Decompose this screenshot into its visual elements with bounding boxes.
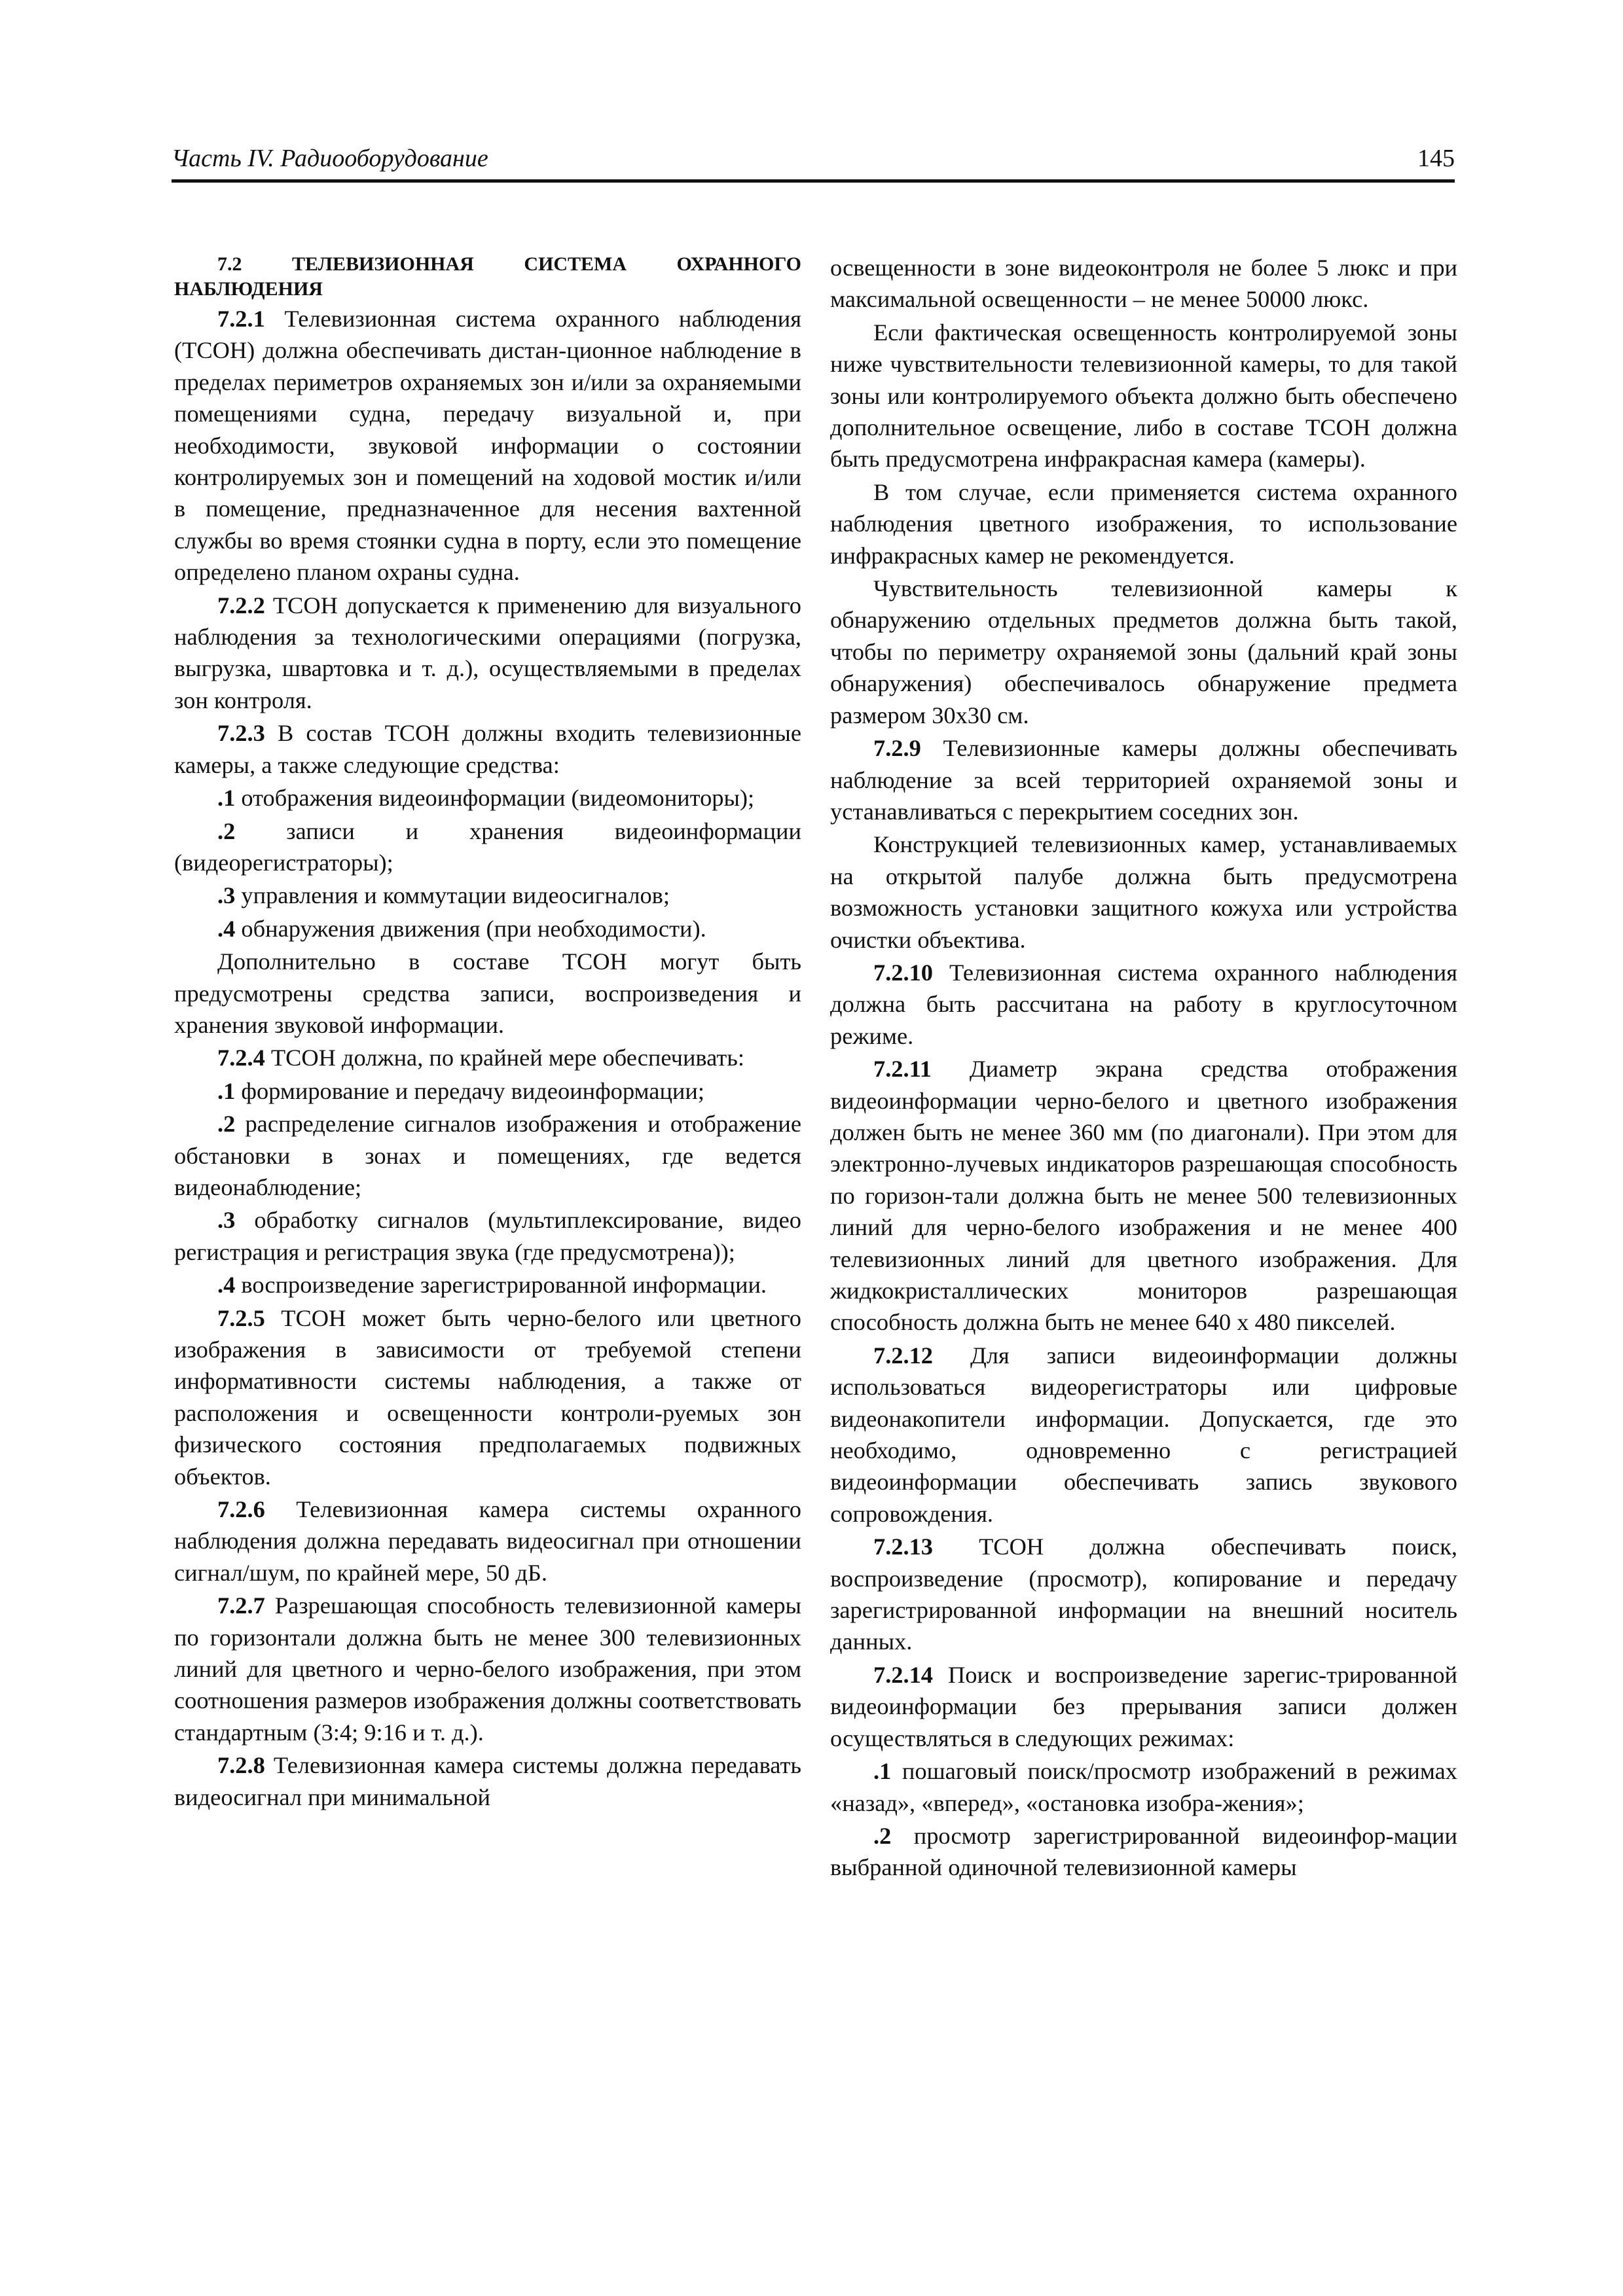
paragraph-continued: освещенности в зоне видеоконтроля не более 5 люкс и при максимальной освещенности – не менее 50000 люкс. xyxy=(830,255,1457,313)
paragraph-7-2-12: 7.2.12 Для записи видеоинформации должны использоваться видеорегистраторы или цифровые видеонакопители информации. Допускается, где это необходимо, одновременно с регистрацией видеоинформации обеспечивать запись звукового сопровождения. xyxy=(830,1342,1457,1527)
paragraph-7-2-8: 7.2.8 Телевизионная камера системы должна передавать видеосигнал при минимальной xyxy=(174,1752,801,1810)
page-number: 145 xyxy=(1417,145,1455,172)
paragraph-7-2-10: 7.2.10 Телевизионная система охранного наблюдения должна быть рассчитана на работу в круглосуточном режиме. xyxy=(830,959,1457,1049)
paragraph-7-2-9: 7.2.9 Телевизионные камеры должны обеспечивать наблюдение за всей территорией охраняемой зоны и устанавливаться с перекрытием соседних зон. xyxy=(830,735,1457,825)
right-column xyxy=(830,252,1457,1885)
list-item: .1 пошаговый поиск/просмотр изображений в режимах «назад», «вперед», «остановка изобра-жения»; xyxy=(830,1758,1457,1816)
paragraph-7-2-3: 7.2.3 В состав ТСОН должны входить телевизионные камеры, а также следующие средства: xyxy=(174,720,801,778)
paragraph: Дополнительно в составе ТСОН могут быть предусмотрены средства записи, воспроизведения и хранения звуковой информации. xyxy=(174,948,801,1038)
paragraph-7-2-2: 7.2.2 ТСОН допускается к применению для визуального наблюдения за технологическими операциями (погрузка, выгрузка, швартовка и т. д.), осуществляемыми в пределах зон контроля. xyxy=(174,592,801,713)
paragraph: Если фактическая освещенность контролируемой зоны ниже чувствительности телевизионной камеры, то для такой зоны или контролируемого объекта должно быть обеспечено дополнительное освещение, либо в составе ТСОН должна быть предусмотрена инфракрасная камера (камеры). xyxy=(830,319,1457,473)
list-item: .2 просмотр зарегистрированной видеоинфор-мации выбранной одиночной телевизионной камеры xyxy=(830,1822,1457,1881)
page-header xyxy=(172,143,1455,183)
list-item: .1 отображения видеоинформации (видеомониторы); xyxy=(217,785,755,812)
list-item: .4 обнаружения движения (при необходимости). xyxy=(217,915,706,942)
paragraph-7-2-7: 7.2.7 Разрешающая способность телевизионной камеры по горизонтали должна быть не менее 300 телевизионных линий для цветного и черно-белого изображения, при этом соотношения размеров изображения должны соответствовать стандартным (3:4; 9:16 и т. д.). xyxy=(174,1592,801,1746)
paragraph-7-2-11: 7.2.11 Диаметр экрана средства отображения видеоинформации черно-белого и цветного изображения должен быть не менее 360 мм (по диагонали). При этом для электронно-лучевых индикаторов разрешающая способность по горизон-тали должна быть не менее 500 телевизионных линий для черно-белого изображения и не менее 400 телевизионных линий для цветного изображения. Для жидкокристаллических мониторов разрешающая способность должна быть не менее 640 х 480 пикселей. xyxy=(830,1056,1457,1336)
paragraph: Чувствительность телевизионной камеры к обнаружению отдельных предметов должна быть такой, чтобы по периметру охраняемой зоны (дальний край зоны обнаружения) обеспечивалось обнаружение предмета размером 30х30 см. xyxy=(830,575,1457,728)
list-item: .3 обработку сигналов (мультиплексирование, видео регистрация и регистрация звука (где предусмотрена)); xyxy=(174,1207,801,1265)
list-item: .3 управления и коммутации видеосигналов; xyxy=(217,882,670,909)
paragraph-7-2-1: 7.2.1 Телевизионная система охранного наблюдения (ТСОН) должна обеспечивать дистан-ционное наблюдение в пределах периметров охраняемых зон и/или за охраняемыми помещениями судна, передачу визуальной и, при необходимости, звуковой информации о состоянии контролируемых зон и помещений на ходовой мостик и/или в помещение, предназначенное для несения вахтенной службы во время стоянки судна в порту, если это помещение определено планом охраны судна. xyxy=(174,306,801,586)
paragraph-7-2-14: 7.2.14 Поиск и воспроизведение зарегис-трированной видеоинформации без прерывания записи должен осуществляться в следующих режимах: xyxy=(830,1661,1457,1751)
paragraph: Конструкцией телевизионных камер, устанавливаемых на открытой палубе должна быть предусмотрена возможность установки защитного кожуха или устройства очистки объектива. xyxy=(830,831,1457,953)
paragraph-7-2-4: 7.2.4 ТСОН должна, по крайней мере обеспечивать: xyxy=(217,1045,744,1071)
paragraph: В том случае, если применяется система охранного наблюдения цветного изображения, то использование инфракрасных камер не рекомендуется. xyxy=(830,478,1457,569)
running-title: Часть IV. Радиооборудование xyxy=(172,145,488,172)
paragraph-7-2-13: 7.2.13 ТСОН должна обеспечивать поиск, воспроизведение (просмотр), копирование и передачу зарегистрированной информации на внешний носитель данных. xyxy=(830,1534,1457,1655)
paragraph-7-2-5: 7.2.5 ТСОН может быть черно-белого или цветного изображения в зависимости от требуемой степени информативности системы наблюдения, а также от расположения и освещенности контроли-руемых зон физического состояния предполагаемых подвижных объектов. xyxy=(174,1304,801,1490)
list-item: .4 воспроизведение зарегистрированной информации. xyxy=(217,1272,767,1299)
list-item: .2 записи и хранения видеоинформации (видеорегистраторы); xyxy=(174,817,801,876)
section-title: 7.2 ТЕЛЕВИЗИОННАЯ СИСТЕМА ОХРАННОГО НАБЛЮДЕНИЯ xyxy=(174,253,801,300)
list-item: .2 распределение сигналов изображения и отображение обстановки в зонах и помещениях, где ведется видеонаблюдение; xyxy=(174,1111,801,1200)
paragraph-7-2-6: 7.2.6 Телевизионная камера системы охранного наблюдения должна передавать видеосигнал при отношении сигнал/шум, по крайней мере, 50 дБ. xyxy=(174,1496,801,1586)
left-column xyxy=(174,252,801,1814)
list-item: .1 формирование и передачу видеоинформации; xyxy=(217,1077,704,1104)
